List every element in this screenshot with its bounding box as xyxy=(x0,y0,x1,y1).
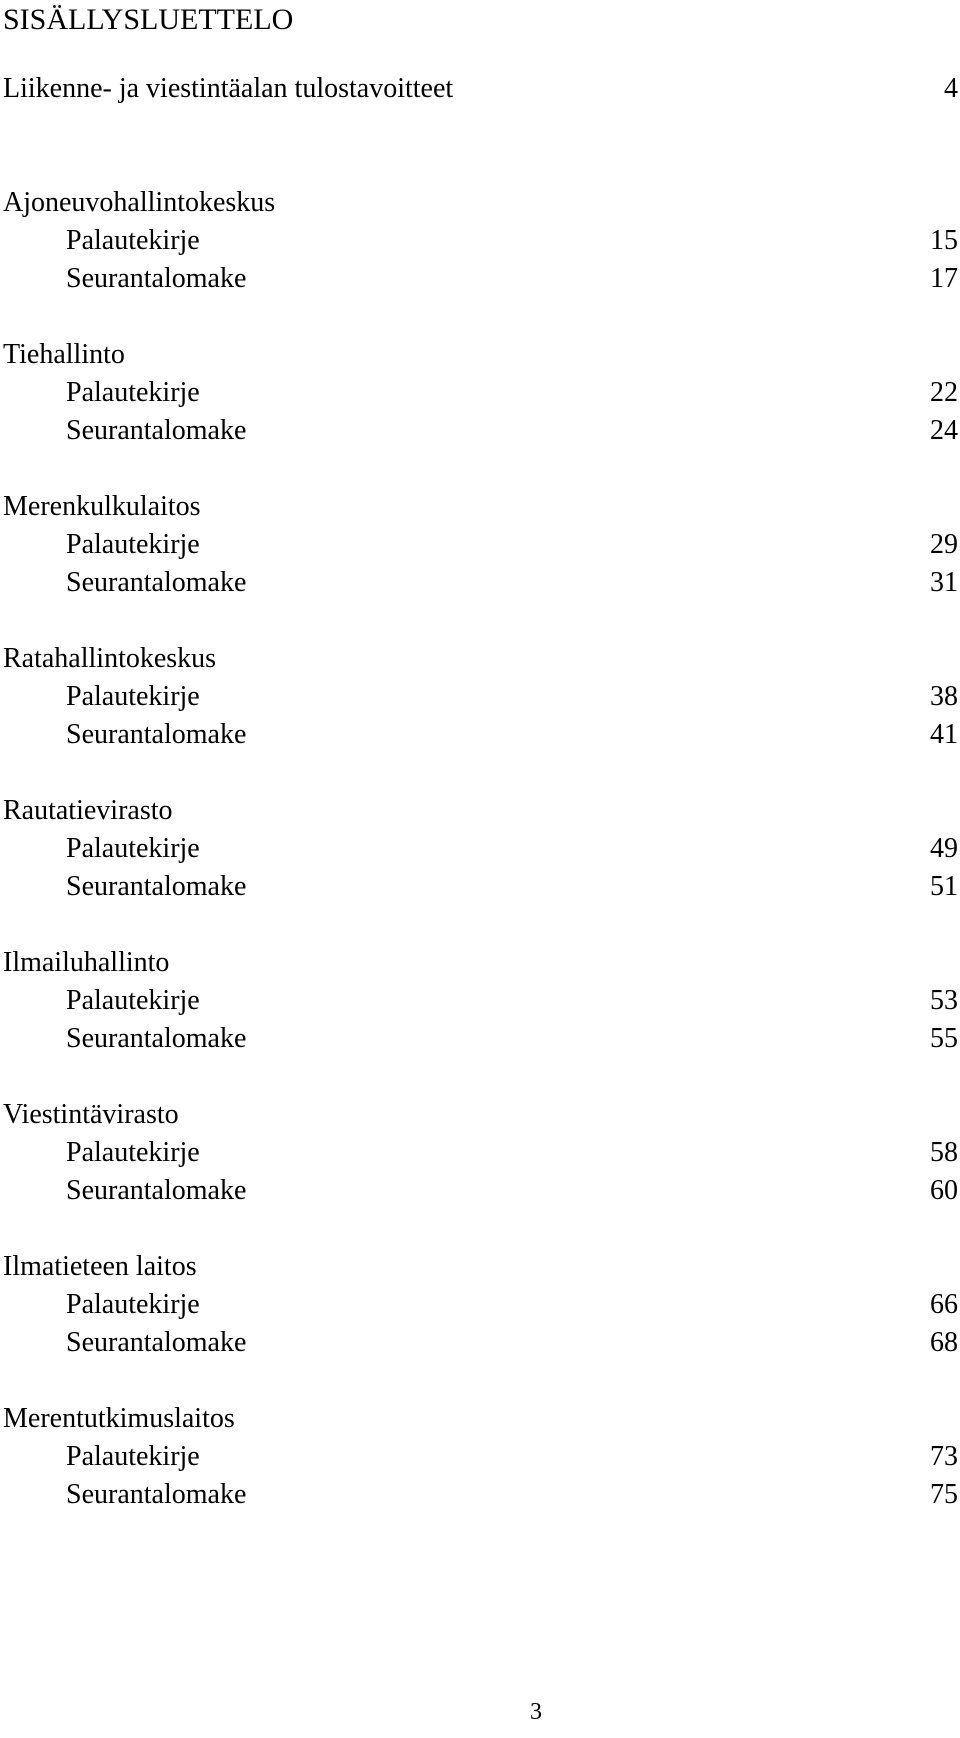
toc-entry[interactable] xyxy=(0,412,960,450)
toc-section-heading[interactable] xyxy=(0,640,960,678)
toc-entry[interactable] xyxy=(0,374,960,412)
spacer xyxy=(0,146,960,184)
toc-section xyxy=(0,488,960,640)
toc-entry-page: 31 xyxy=(930,567,958,598)
toc-entry-page: 66 xyxy=(930,1289,958,1320)
toc-entry[interactable] xyxy=(0,260,960,298)
toc-entry-label: Palautekirje xyxy=(66,1441,200,1472)
toc-section xyxy=(0,336,960,488)
toc-entry-label: Palautekirje xyxy=(66,225,200,256)
page-number-text: 3 xyxy=(530,1699,542,1725)
toc-entry[interactable] xyxy=(0,716,960,754)
toc-section-heading[interactable] xyxy=(0,1248,960,1286)
toc-section xyxy=(0,1400,960,1514)
toc-entry[interactable] xyxy=(0,526,960,564)
toc-entry-page: 68 xyxy=(930,1327,958,1358)
spacer xyxy=(0,754,960,792)
toc-entry-page: 75 xyxy=(930,1479,958,1510)
toc-section xyxy=(0,1096,960,1248)
toc-entry-label: Palautekirje xyxy=(66,529,200,560)
toc-entry-label: Palautekirje xyxy=(66,985,200,1016)
spacer xyxy=(0,450,960,488)
toc-entry-label: Seurantalomake xyxy=(66,1023,247,1054)
toc-section-heading-label: Rautatievirasto xyxy=(3,795,173,826)
toc-entry[interactable] xyxy=(0,1134,960,1172)
toc-entry[interactable] xyxy=(0,678,960,716)
toc-entry-page: 38 xyxy=(930,681,958,712)
toc-entry-page: 15 xyxy=(930,225,958,256)
toc-entry[interactable] xyxy=(0,1438,960,1476)
table-of-contents xyxy=(0,70,960,1514)
toc-entry-label: Seurantalomake xyxy=(66,1479,247,1510)
toc-section-heading-label: Ilmailuhallinto xyxy=(3,947,170,978)
toc-entry-page: 41 xyxy=(930,719,958,750)
toc-entry-label: Seurantalomake xyxy=(66,567,247,598)
toc-entry[interactable] xyxy=(0,982,960,1020)
toc-entry-label: Seurantalomake xyxy=(66,1327,247,1358)
spacer xyxy=(0,602,960,640)
spacer xyxy=(0,1058,960,1096)
toc-entry-page: 17 xyxy=(930,263,958,294)
toc-intro-label: Liikenne- ja viestintäalan tulostavoitteet xyxy=(3,73,454,104)
toc-section-heading-label: Tiehallinto xyxy=(3,339,125,370)
toc-entry-page: 58 xyxy=(930,1137,958,1168)
toc-section-heading-label: Merenkulkulaitos xyxy=(3,491,201,522)
toc-section xyxy=(0,184,960,336)
toc-section-heading[interactable] xyxy=(0,944,960,982)
toc-entry-label: Seurantalomake xyxy=(66,263,247,294)
toc-entry-label: Palautekirje xyxy=(66,1289,200,1320)
toc-entry-label: Palautekirje xyxy=(66,833,200,864)
spacer xyxy=(0,298,960,336)
toc-entry-page: 49 xyxy=(930,833,958,864)
toc-entry-page: 51 xyxy=(930,871,958,902)
toc-entry-page: 22 xyxy=(930,377,958,408)
toc-section xyxy=(0,1248,960,1400)
toc-section-heading-label: Ajoneuvohallintokeskus xyxy=(3,187,276,218)
toc-section-heading[interactable] xyxy=(0,488,960,526)
toc-entry-label: Seurantalomake xyxy=(66,719,247,750)
toc-entry-label: Seurantalomake xyxy=(66,415,247,446)
spacer xyxy=(0,1362,960,1400)
toc-entry-page: 73 xyxy=(930,1441,958,1472)
page-title: SISÄLLYSLUETTELO xyxy=(3,3,294,36)
toc-entry[interactable] xyxy=(0,1324,960,1362)
toc-entry[interactable] xyxy=(0,1476,960,1514)
toc-entry-label: Palautekirje xyxy=(66,377,200,408)
toc-entry-page: 55 xyxy=(930,1023,958,1054)
toc-section-heading-label: Ratahallintokeskus xyxy=(3,643,217,674)
toc-entry[interactable] xyxy=(0,564,960,602)
toc-entry-page: 60 xyxy=(930,1175,958,1206)
toc-entry[interactable] xyxy=(0,1286,960,1324)
toc-section xyxy=(0,944,960,1096)
toc-intro-row[interactable] xyxy=(0,70,960,108)
toc-section-heading[interactable] xyxy=(0,1400,960,1438)
toc-sections xyxy=(0,184,960,1514)
toc-section-heading[interactable] xyxy=(0,336,960,374)
toc-entry[interactable] xyxy=(0,1172,960,1210)
toc-entry-page: 29 xyxy=(930,529,958,560)
toc-section-heading[interactable] xyxy=(0,184,960,222)
spacer xyxy=(0,108,960,146)
toc-section-heading-label: Merentutkimuslaitos xyxy=(3,1403,235,1434)
toc-entry[interactable] xyxy=(0,222,960,260)
toc-entry[interactable] xyxy=(0,830,960,868)
toc-intro-page: 4 xyxy=(944,73,958,104)
toc-entry-label: Palautekirje xyxy=(66,1137,200,1168)
toc-section xyxy=(0,640,960,792)
spacer xyxy=(0,1210,960,1248)
toc-entry-label: Seurantalomake xyxy=(66,871,247,902)
toc-section-heading-label: Viestintävirasto xyxy=(3,1099,179,1130)
toc-entry-page: 53 xyxy=(930,985,958,1016)
toc-entry[interactable] xyxy=(0,1020,960,1058)
toc-entry-page: 24 xyxy=(930,415,958,446)
toc-section-heading[interactable] xyxy=(0,792,960,830)
toc-entry[interactable] xyxy=(0,868,960,906)
spacer xyxy=(0,906,960,944)
toc-section-heading-label: Ilmatieteen laitos xyxy=(3,1251,197,1282)
toc-entry-label: Palautekirje xyxy=(66,681,200,712)
page-number xyxy=(0,1698,960,1726)
toc-section xyxy=(0,792,960,944)
toc-entry-label: Seurantalomake xyxy=(66,1175,247,1206)
toc-section-heading[interactable] xyxy=(0,1096,960,1134)
